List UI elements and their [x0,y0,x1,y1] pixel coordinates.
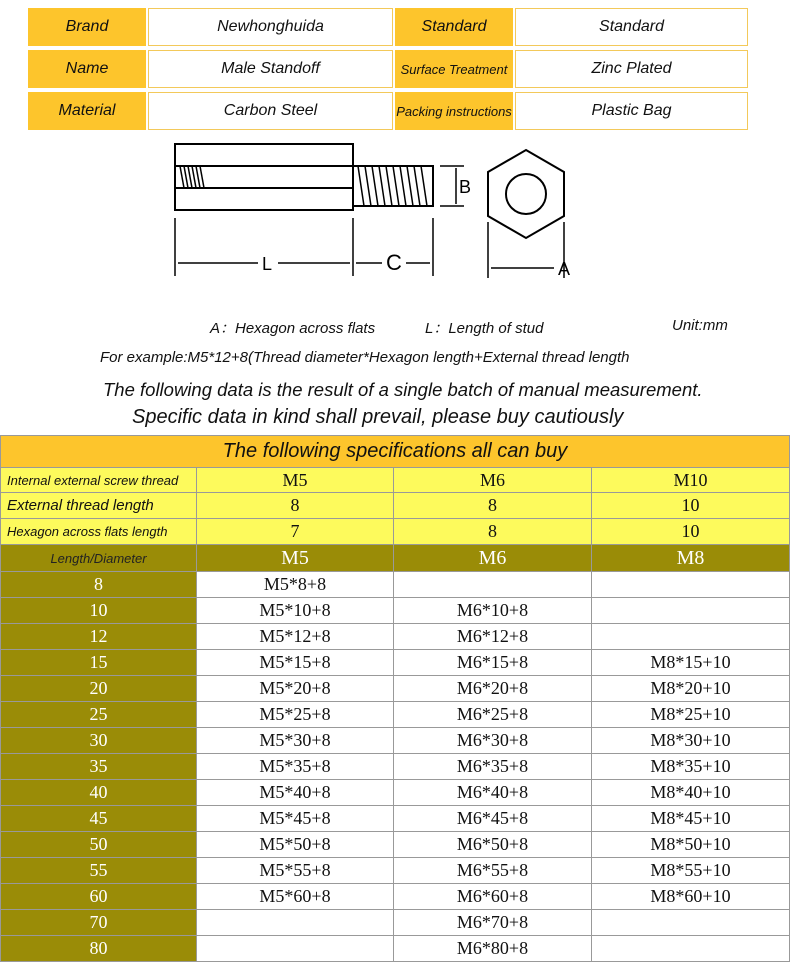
size-table-title-row [0,435,790,468]
row-cell: M5*30+8 [197,728,394,754]
table-row [0,806,790,832]
row-cell: M5*40+8 [197,780,394,806]
info-value: M5 [197,468,394,493]
table-row [0,910,790,936]
row-length: 15 [0,650,197,676]
row-cell: M5*60+8 [197,884,394,910]
row-cell: M6*35+8 [394,754,592,780]
row-cell [592,910,790,936]
table-row [0,598,790,624]
size-table-title: The following specifications all can buy [0,435,790,468]
table-row [0,780,790,806]
row-cell [592,624,790,650]
row-cell: M8*15+10 [592,650,790,676]
spec-row [28,92,748,132]
row-cell [197,910,394,936]
row-cell: M6*20+8 [394,676,592,702]
row-length: 8 [0,572,197,598]
row-cell: M5*45+8 [197,806,394,832]
spec-value: Zinc Plated [515,50,748,88]
info-value: M6 [394,468,592,493]
row-length: 10 [0,598,197,624]
table-row [0,676,790,702]
row-cell: M6*70+8 [394,910,592,936]
row-cell [197,936,394,962]
spec-value: Standard [515,8,748,46]
table-row [0,572,790,598]
spec-row [28,50,748,90]
spec-key: Standard [395,8,513,46]
row-cell: M5*55+8 [197,858,394,884]
row-length: 50 [0,832,197,858]
row-cell: M5*8+8 [197,572,394,598]
spec-value: Carbon Steel [148,92,393,130]
row-cell: M6*80+8 [394,936,592,962]
table-row [0,624,790,650]
row-cell: M8*45+10 [592,806,790,832]
legend-l: L：Length of stud [425,320,544,337]
row-length: 60 [0,884,197,910]
row-cell [592,936,790,962]
row-cell: M8*30+10 [592,728,790,754]
table-row [0,858,790,884]
info-value: M10 [592,468,790,493]
row-cell: M6*60+8 [394,884,592,910]
info-label: Internal external screw thread [0,468,197,493]
row-cell: M8*40+10 [592,780,790,806]
info-value: 8 [197,493,394,519]
example-text: For example:M5*12+8(Thread diameter*Hexagon length+External thread length [100,349,630,366]
table-row [0,884,790,910]
row-length: 30 [0,728,197,754]
row-cell: M5*35+8 [197,754,394,780]
info-label: External thread length [0,493,197,519]
spec-row [28,8,748,48]
spec-key: Name [28,50,146,88]
spec-value: Plastic Bag [515,92,748,130]
row-cell: M5*25+8 [197,702,394,728]
spec-key: Brand [28,8,146,46]
info-value: 7 [197,519,394,545]
row-cell: M8*55+10 [592,858,790,884]
row-cell: M5*10+8 [197,598,394,624]
row-cell: M6*12+8 [394,624,592,650]
row-length: 25 [0,702,197,728]
table-row [0,832,790,858]
row-cell: M8*20+10 [592,676,790,702]
row-cell: M5*20+8 [197,676,394,702]
row-cell: M5*12+8 [197,624,394,650]
row-cell: M6*40+8 [394,780,592,806]
row-cell: M6*30+8 [394,728,592,754]
header-diameter: M5 [197,545,394,572]
label-a: A [558,259,571,279]
spec-value: Newhonghuida [148,8,393,46]
row-cell: M6*25+8 [394,702,592,728]
row-cell: M8*25+10 [592,702,790,728]
size-table-header [0,545,790,572]
spec-table [28,8,748,132]
standoff-diagram [160,138,620,283]
legend-a: A：Hexagon across flats [210,320,376,337]
row-length: 35 [0,754,197,780]
info-value: 8 [394,519,592,545]
row-cell: M6*50+8 [394,832,592,858]
row-cell: M8*60+10 [592,884,790,910]
info-row [0,468,790,493]
row-length: 12 [0,624,197,650]
table-row [0,728,790,754]
info-value: 10 [592,493,790,519]
row-length: 45 [0,806,197,832]
header-label: Length/Diameter [0,545,197,572]
row-length: 55 [0,858,197,884]
unit-label: Unit:mm [672,317,728,334]
label-l: L [262,254,273,274]
row-cell: M5*15+8 [197,650,394,676]
spec-value: Male Standoff [148,50,393,88]
row-cell [592,572,790,598]
spec-key: Surface Treatment [395,50,513,88]
row-cell: M6*10+8 [394,598,592,624]
row-length: 80 [0,936,197,962]
stud-shape [353,166,433,206]
row-cell: M8*50+10 [592,832,790,858]
label-c: C [386,250,402,275]
header-diameter: M6 [394,545,592,572]
info-value: 10 [592,519,790,545]
row-cell: M8*35+10 [592,754,790,780]
info-label: Hexagon across flats length [0,519,197,545]
header-diameter: M8 [592,545,790,572]
spec-key: Material [28,92,146,130]
info-row [0,519,790,545]
row-cell: M6*55+8 [394,858,592,884]
table-row [0,702,790,728]
hexagon-shape [488,150,564,238]
row-cell: M6*45+8 [394,806,592,832]
row-cell [394,572,592,598]
row-cell: M5*50+8 [197,832,394,858]
row-length: 20 [0,676,197,702]
row-cell: M6*15+8 [394,650,592,676]
disclaimer-line-2: Specific data in kind shall prevail, please buy cautiously [132,406,624,428]
table-row [0,650,790,676]
table-row [0,936,790,962]
row-length: 70 [0,910,197,936]
label-b: B [459,177,472,197]
row-length: 40 [0,780,197,806]
spec-key: Packing instructions [395,92,513,130]
info-row [0,493,790,519]
info-value: 8 [394,493,592,519]
disclaimer-line-1: The following data is the result of a single batch of manual measurement. [103,379,703,400]
row-cell [592,598,790,624]
table-row [0,754,790,780]
